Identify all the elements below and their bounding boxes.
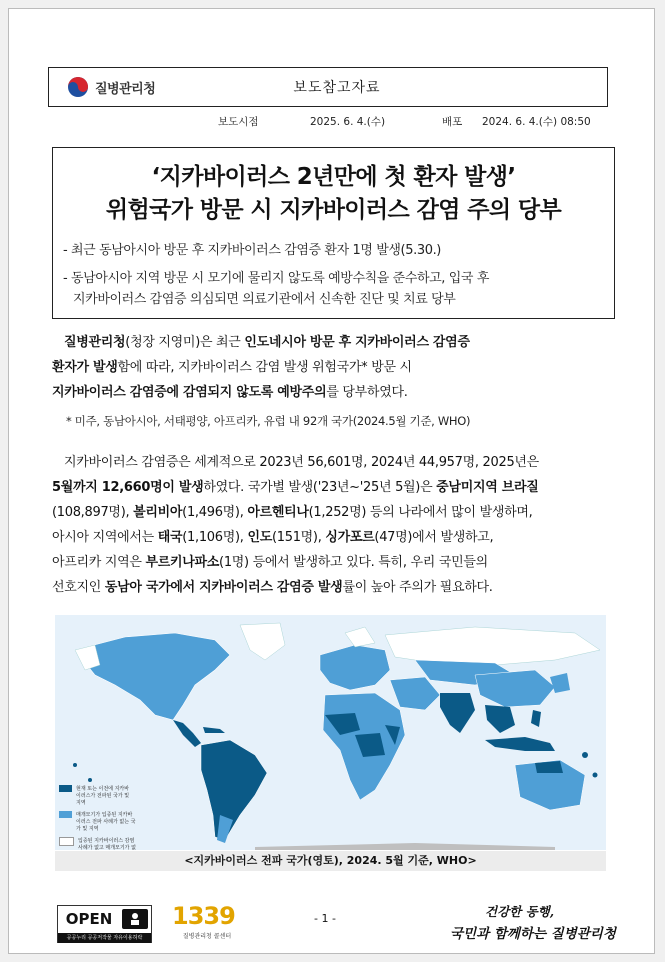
- map-central-america: [173, 720, 201, 747]
- release-date: 2025. 6. 4.(수): [310, 116, 386, 128]
- legend-item: 현재 또는 이전에 지카바이러스가 전파된 국가 및 지역: [59, 785, 138, 806]
- map-caption: <지카바이러스 전파 국가(영토), 2024. 5월 기준, WHO>: [55, 851, 606, 871]
- open-license-badge: OPEN 공공누리 공공저작물 자유이용허락: [57, 905, 152, 943]
- map-antarctica: [255, 843, 555, 850]
- legend-item: 입증된 지카바이러스 감염 사례가 없고 매개모기가 없: [59, 837, 138, 858]
- distribution-label: 배포: [442, 116, 463, 128]
- org-name: 질병관리청: [95, 81, 156, 97]
- release-label: 보도시점: [218, 116, 259, 128]
- title-box: [52, 147, 615, 319]
- distribution-date: 2024. 6. 4.(수) 08:50: [482, 116, 591, 128]
- paragraph-2: 지카바이러스 감염증은 세계적으로 2023년 56,601명, 2024년 44,957명, 2025년은 5월까지 12,660명이 발생하였다. 국가별 발생('23년~'25년 5월)은 중남미지역 브라질 (108,897명), 볼리비아(1,496명), 아르헨티나(1,252명) 등의 나라에서 많이 발생하며, 아시아 지역에서는 태국(1,106명), 인도(151명), 싱가포르(47명)에서 발생하고, 아프리카 지역은 부르키나파소(1명) 등에서 발생하고 있다. 특히, 우리 국민들의 선호지인 동남아 국가에서 지카바이러스 감염증 발생률이 높아 주의가 필요하다.: [52, 455, 539, 595]
- map-north-australia: [535, 761, 563, 773]
- title-line-2: 위험국가 방문 시 지카바이러스 감염 주의 당부: [105, 197, 562, 223]
- map-japan-korea: [550, 673, 570, 693]
- map-south-america: [201, 740, 267, 840]
- slogan-line-1: 건강한 동행,: [485, 904, 555, 919]
- map-middle-east: [390, 677, 440, 710]
- map-russia: [385, 627, 600, 665]
- map-scandinavia: [345, 627, 375, 647]
- taegeuk-logo-icon: [67, 76, 89, 98]
- footnote: * 미주, 동남아시아, 서태평양, 아프리카, 유럽 내 92개 국가(2024.5월 기준, WHO): [66, 414, 471, 428]
- map-philippines: [531, 710, 541, 727]
- map-china: [475, 670, 555, 707]
- page-number: - 1 -: [314, 912, 336, 925]
- doc-type: 보도참고자료: [293, 80, 381, 96]
- slogan-line-2: 국민과 함께하는 질병관리청: [450, 926, 616, 942]
- attribution-icon: [122, 909, 148, 929]
- p1-org: 질병관리청: [64, 335, 126, 350]
- kdca-logo: [49, 68, 177, 106]
- map-europe: [320, 645, 390, 690]
- summary-bullet-2-line-1: - 동남아시아 지역 방문 시 모기에 물리지 않도록 예방수칙을 준수하고, 입국 후: [63, 271, 489, 286]
- zika-world-map: [55, 615, 606, 850]
- map-indonesia: [485, 737, 555, 751]
- header-box: [48, 67, 608, 107]
- summary-bullet-1: - 최근 동남아시아 방문 후 지카바이러스 감염증 환자 1명 발생(5.30.): [63, 243, 441, 258]
- map-southeast-asia: [485, 705, 515, 733]
- map-caribbean: [203, 727, 225, 733]
- map-north-america: [75, 633, 230, 720]
- summary-bullet-2-line-2: 지카바이러스 감염증 의심되면 의료기관에서 신속한 진단 및 치료 당부: [73, 292, 456, 307]
- hotline-logo: 1339 질병관리청 콜센터: [172, 902, 235, 940]
- map-india: [440, 693, 475, 733]
- title-line-1: ‘지카바이러스 2년만에 첫 환자 발생’: [151, 164, 516, 190]
- legend-item: 매개모기가 입증된 지카바이러스 전파 사례가 없는 국가 및 지역: [59, 811, 138, 832]
- paragraph-1: 질병관리청(청장 지영미)은 최근 인도네시아 방문 후 지카바이러스 감염증 환자가 발생함에 따라, 지카바이러스 감염 발생 위험국가* 방문 시 지카바이러스 감염증에 감염되지 않도록 예방주의를 당부하였다.: [52, 335, 470, 400]
- map-greenland: [240, 623, 285, 660]
